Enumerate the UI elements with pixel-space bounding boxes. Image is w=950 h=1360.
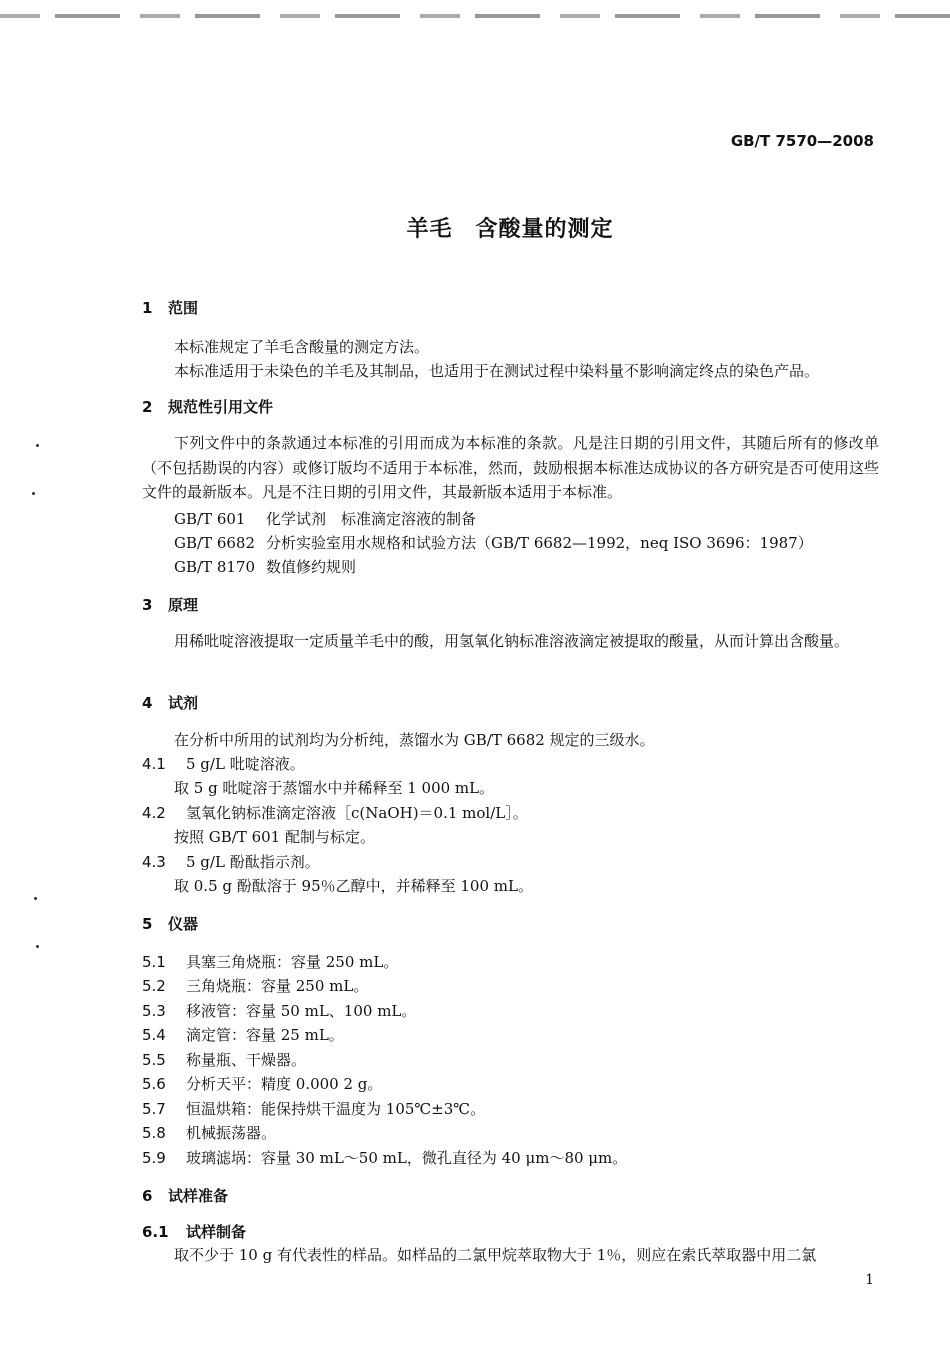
item-number: 5.6: [142, 1075, 166, 1093]
reference-code: GB/T 6682: [174, 534, 256, 552]
paragraph: 用稀吡啶溶液提取一定质量羊毛中的酸，用氢氧化钠标准溶液滴定被提取的酸量，从而计算出含酸量。: [174, 632, 850, 650]
item-text: 分析天平：精度 0.000 2 g。: [186, 1075, 383, 1093]
item-text: 氢氧化钠标准滴定溶液［c(NaOH)＝0.1 mol/L］。: [186, 804, 528, 822]
item-number: 5.5: [142, 1051, 166, 1069]
subsection-6-1-heading: [142, 1222, 246, 1242]
reference-code: GB/T 8170: [174, 558, 256, 576]
item-number: 4.1: [142, 755, 166, 773]
reference-title: 分析实验室用水规格和试验方法（GB/T 6682—1992，neq ISO 3696：1987）: [266, 534, 813, 552]
reference-item: [174, 533, 813, 553]
apparatus-item: [142, 952, 398, 972]
paragraph: 下列文件中的条款通过本标准的引用而成为本标准的条款。凡是注日期的引用文件，其随后所有的修改单（不包括勘误的内容）或修订版均不适用于本标准，然而，鼓励根据本标准达成协议的各方研究是否可使用这些文件的最新版本。凡是不注日期的引用文件，其最新版本适用于本标准。: [142, 434, 879, 501]
apparatus-item: [142, 1074, 382, 1094]
document-title: 羊毛 含酸量的测定: [406, 217, 614, 242]
item-text: 滴定管：容量 25 mL。: [186, 1026, 344, 1044]
section-1-heading: [142, 298, 198, 318]
scan-artifact-line: [0, 14, 950, 18]
section-number: 5: [142, 915, 153, 933]
scan-speck: [36, 444, 39, 447]
item-text: 具塞三角烧瓶：容量 250 mL。: [186, 953, 399, 971]
item-text: 玻璃滤埚：容量 30 mL～50 mL，微孔直径为 40 μm～80 μm。: [186, 1149, 628, 1167]
reagent-item: [142, 803, 528, 823]
apparatus-item: [142, 1001, 416, 1021]
section-2-heading: [142, 397, 273, 417]
item-number: 5.1: [142, 953, 166, 971]
section-title: 规范性引用文件: [168, 398, 274, 416]
section-3-heading: [142, 595, 198, 615]
section-5-heading: [142, 914, 198, 934]
paragraph: 本标准规定了羊毛含酸量的测定方法。: [174, 338, 430, 356]
section-number: 2: [142, 398, 153, 416]
item-number: 5.3: [142, 1002, 166, 1020]
subsection-title: 试样制备: [186, 1223, 247, 1241]
item-number: 5.2: [142, 977, 166, 995]
reference-item: [174, 509, 476, 529]
section-number: 1: [142, 299, 153, 317]
section-title: 范围: [168, 299, 199, 317]
apparatus-item: [142, 1123, 276, 1143]
item-number: 5.9: [142, 1149, 166, 1167]
item-detail: 取 5 g 吡啶溶于蒸馏水中并稀释至 1 000 mL。: [174, 779, 495, 797]
section-4-heading: [142, 693, 198, 713]
item-number: 4.2: [142, 804, 166, 822]
item-detail: 按照 GB/T 601 配制与标定。: [174, 828, 375, 846]
item-number: 5.8: [142, 1124, 166, 1142]
item-detail: 取 0.5 g 酚酞溶于 95％乙醇中，并稀释至 100 mL。: [174, 877, 533, 895]
apparatus-item: [142, 1050, 306, 1070]
reference-title: 化学试剂 标准滴定溶液的制备: [266, 510, 477, 528]
item-text: 移液管：容量 50 mL、100 mL。: [186, 1002, 417, 1020]
scan-speck: [34, 897, 37, 900]
apparatus-item: [142, 1099, 485, 1119]
section-number: 6: [142, 1187, 153, 1205]
apparatus-item: [142, 1148, 627, 1168]
reference-code: GB/T 601: [174, 510, 246, 528]
item-text: 5 g/L 酚酞指示剂。: [186, 853, 320, 871]
reagent-item: [142, 754, 305, 774]
standard-number: GB/T 7570—2008: [730, 132, 874, 150]
scan-speck: [32, 492, 35, 495]
paragraph: 本标准适用于未染色的羊毛及其制品，也适用于在测试过程中染料量不影响滴定终点的染色产品。: [174, 362, 820, 380]
item-number: 5.4: [142, 1026, 166, 1044]
section-title: 试样准备: [168, 1187, 229, 1205]
item-text: 恒温烘箱：能保持烘干温度为 105℃±3℃。: [186, 1100, 486, 1118]
section-title: 仪器: [168, 915, 199, 933]
item-number: 5.7: [142, 1100, 166, 1118]
section-number: 3: [142, 596, 153, 614]
item-text: 机械振荡器。: [186, 1124, 277, 1142]
apparatus-item: [142, 976, 368, 996]
page-number: 1: [865, 1272, 874, 1288]
section-title: 原理: [168, 596, 199, 614]
section-title: 试剂: [168, 694, 199, 712]
scan-speck: [36, 945, 39, 948]
apparatus-item: [142, 1025, 344, 1045]
item-text: 三角烧瓶：容量 250 mL。: [186, 977, 369, 995]
item-number: 4.3: [142, 853, 166, 871]
paragraph: 在分析中所用的试剂均为分析纯，蒸馏水为 GB/T 6682 规定的三级水。: [174, 731, 655, 749]
reference-item: [174, 557, 356, 577]
item-text: 称量瓶、干燥器。: [186, 1051, 307, 1069]
section-number: 4: [142, 694, 153, 712]
section-6-heading: [142, 1186, 228, 1206]
paragraph: 取不少于 10 g 有代表性的样品。如样品的二氯甲烷萃取物大于 1％，则应在索氏萃取器中用二氯: [174, 1246, 817, 1264]
item-text: 5 g/L 吡啶溶液。: [186, 755, 305, 773]
item-number: 6.1: [142, 1223, 169, 1241]
reference-title: 数值修约规则: [266, 558, 357, 576]
reagent-item: [142, 852, 320, 872]
